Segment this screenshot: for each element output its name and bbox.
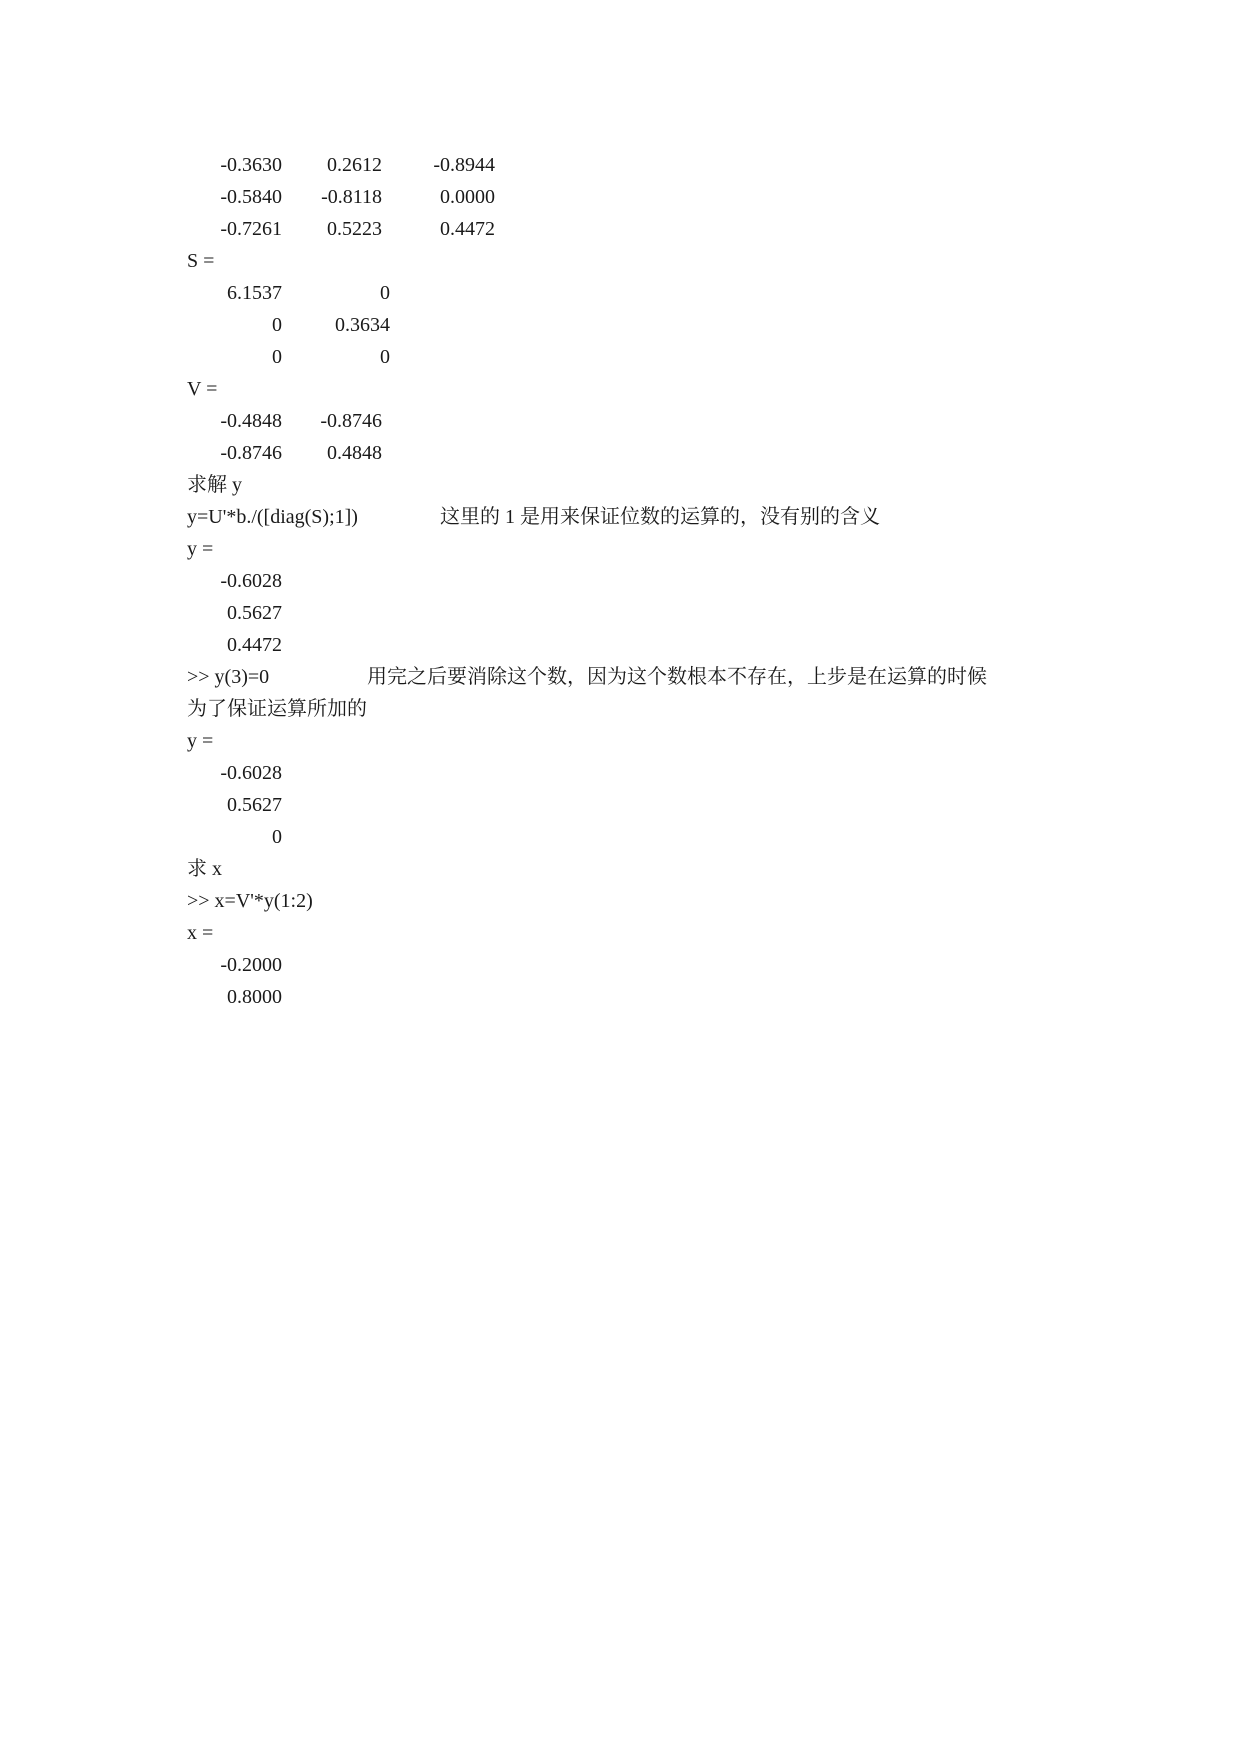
vector-cell: 0.5627 <box>227 794 282 816</box>
comment-continuation: 为了保证运算所加的 <box>187 698 367 720</box>
matrix-cell: -0.5840 <box>220 186 282 208</box>
vector-cell: 0.5627 <box>227 602 282 624</box>
vector-cell: -0.6028 <box>220 762 282 784</box>
matrix-cell: -0.8746 <box>220 442 282 464</box>
vector-cell: 0.8000 <box>227 986 282 1008</box>
matrix-cell: 0 <box>272 346 282 368</box>
y-label: y = <box>187 730 214 752</box>
vector-cell: 0 <box>272 826 282 848</box>
matrix-cell: 0.4848 <box>327 442 382 464</box>
s-label: S = <box>187 250 215 272</box>
matrix-cell: -0.8746 <box>320 410 382 432</box>
command-line <box>187 501 880 533</box>
x-label: x = <box>187 922 214 944</box>
matrix-cell: -0.8944 <box>433 154 495 176</box>
command-text: >> y(3)=0 <box>187 666 270 688</box>
matrix-cell: 0.2612 <box>327 154 382 176</box>
matrix-cell: 0 <box>272 314 282 336</box>
matrix-cell: 0.5223 <box>327 218 382 240</box>
matrix-cell: 0 <box>380 346 390 368</box>
command-text: >> x=V'*y(1:2) <box>187 890 313 912</box>
y-label: y = <box>187 538 214 560</box>
solve-y-heading: 求解 y <box>187 474 242 496</box>
command-line <box>187 661 987 693</box>
vector-cell: -0.6028 <box>220 570 282 592</box>
vector-cell: 0.4472 <box>227 634 282 656</box>
matrix-cell: 0.4472 <box>440 218 495 240</box>
command-comment: 用完之后要消除这个数，因为这个数根本不存在，上步是在运算的时候 <box>367 666 987 688</box>
command-comment: 这里的 1 是用来保证位数的运算的，没有别的含义 <box>440 506 880 528</box>
v-label: V = <box>187 378 218 400</box>
command-text: y=U'*b./([diag(S);1]) <box>187 506 358 528</box>
matrix-cell: 0.3634 <box>335 314 390 336</box>
matrix-cell: 0.0000 <box>440 186 495 208</box>
solve-x-heading: 求 x <box>187 858 222 880</box>
matrix-cell: 0 <box>380 282 390 304</box>
matrix-cell: -0.8118 <box>321 186 382 208</box>
matrix-cell: -0.7261 <box>220 218 282 240</box>
matrix-cell: -0.4848 <box>220 410 282 432</box>
vector-cell: -0.2000 <box>220 954 282 976</box>
matrix-cell: 6.1537 <box>227 282 282 304</box>
matrix-cell: -0.3630 <box>220 154 282 176</box>
